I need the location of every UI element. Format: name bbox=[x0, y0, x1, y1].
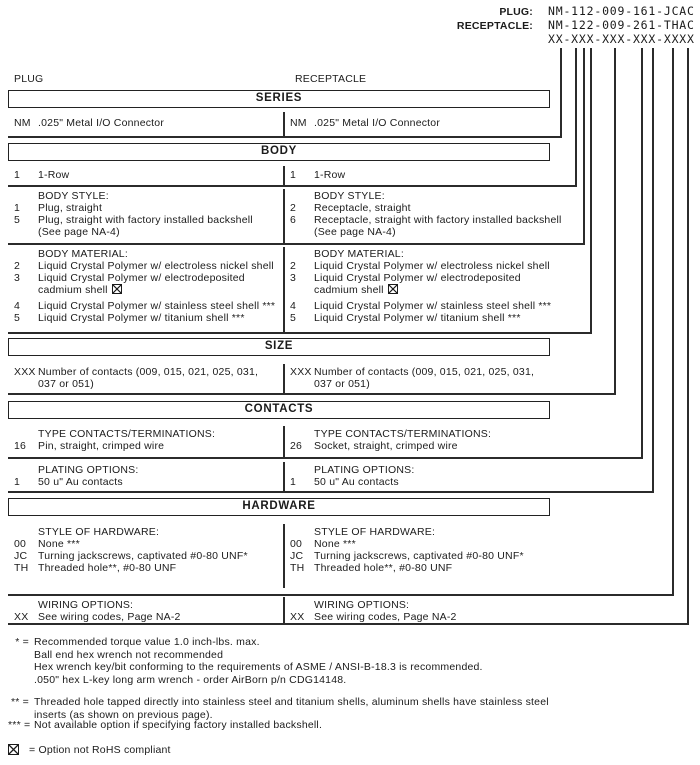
block-header: TYPE CONTACTS/TERMINATIONS: bbox=[314, 428, 492, 440]
body-style-left bbox=[14, 190, 282, 238]
block-header: PLATING OPTIONS: bbox=[314, 464, 415, 476]
hardware-style-left bbox=[14, 526, 282, 574]
section-title-series: SERIES bbox=[8, 90, 550, 108]
option-row: 1 1-Row bbox=[290, 169, 346, 181]
rule-body-style-bottom bbox=[8, 243, 585, 245]
option-row: 4 Liquid Crystal Polymer w/ stainless steel shell *** bbox=[14, 300, 276, 312]
body-row-left bbox=[14, 169, 282, 181]
rule-hardware-bottom bbox=[8, 623, 689, 625]
option-row: NM .025" Metal I/O Connector bbox=[14, 117, 165, 129]
rule-size-bottom bbox=[8, 393, 616, 395]
body-material-left bbox=[14, 248, 282, 324]
wiring-right bbox=[290, 599, 558, 623]
column-divider bbox=[283, 597, 285, 623]
option-row: 4 Liquid Crystal Polymer w/ stainless steel shell *** bbox=[290, 300, 552, 312]
body-material-right bbox=[290, 248, 558, 324]
part-number-mask: XX-XXX-XXX-XXX-XXXX bbox=[548, 32, 695, 46]
connector-line-contact-type bbox=[641, 48, 643, 457]
rule-hardware-style-bottom bbox=[8, 594, 674, 596]
option-row: 26 Socket, straight, crimped wire bbox=[290, 440, 458, 452]
connector-line-body-style bbox=[583, 48, 585, 243]
column-divider bbox=[283, 166, 285, 185]
option-row: XXX Number of contacts (009, 015, 021, 025, 031, 037 or 051) bbox=[290, 366, 535, 390]
option-row: 6 Receptacle, straight with factory installed backshell (See page NA-4) bbox=[290, 214, 562, 238]
option-row: 2 Liquid Crystal Polymer w/ electroless nickel shell bbox=[290, 260, 550, 272]
wiring-left bbox=[14, 599, 282, 623]
section-title-hardware: HARDWARE bbox=[8, 498, 550, 516]
option-row: JC Turning jackscrews, captivated #0-80 UNF* bbox=[290, 550, 524, 562]
block-header: TYPE CONTACTS/TERMINATIONS: bbox=[38, 428, 216, 440]
block-header: BODY MATERIAL: bbox=[314, 248, 404, 260]
section-title-size: SIZE bbox=[8, 338, 550, 356]
not-rohs-icon bbox=[388, 284, 398, 294]
body-style-right bbox=[290, 190, 562, 238]
section-title-body: BODY bbox=[8, 143, 550, 161]
plating-right bbox=[290, 464, 558, 488]
column-divider bbox=[283, 524, 285, 588]
footnote-rohs: = Option not RoHS compliant bbox=[8, 744, 171, 757]
block-header: WIRING OPTIONS: bbox=[38, 599, 134, 611]
column-divider bbox=[283, 112, 285, 136]
footnote-triple-asterisk: *** = Not available option if specifying factory installed backshell. bbox=[8, 719, 323, 731]
contact-type-right bbox=[290, 428, 558, 452]
plug-part-number-label: PLUG: bbox=[499, 6, 533, 18]
option-row: NM .025" Metal I/O Connector bbox=[290, 117, 441, 129]
receptacle-part-number-value: NM-122-009-261-THAC bbox=[548, 18, 695, 32]
footnote-single-asterisk: * = Recommended torque value 1.0 inch-lbs. max. Ball end hex wrench not recommended Hex wrench key/bit conforming to the requirements of ASME / ANSI-B-18.3 is recommended. .050" hex L-key long arm wrench - order AirBorn p/n CDG14148. bbox=[15, 636, 483, 686]
contact-type-left bbox=[14, 428, 282, 452]
option-row: 2 Receptacle, straight bbox=[290, 202, 411, 214]
column-header-receptacle: RECEPTACLE bbox=[295, 73, 367, 85]
block-header: STYLE OF HARDWARE: bbox=[38, 526, 160, 538]
rule-series-bottom bbox=[8, 136, 562, 138]
series-left bbox=[14, 117, 282, 129]
plug-part-number-value: NM-112-009-161-JCAC bbox=[548, 4, 695, 18]
column-header-plug: PLUG bbox=[14, 73, 44, 85]
body-row-right bbox=[290, 169, 558, 181]
rule-body-bottom bbox=[8, 332, 592, 334]
column-divider bbox=[283, 426, 285, 457]
option-row: 3 Liquid Crystal Polymer w/ electrodeposited cadmium shell bbox=[290, 272, 521, 296]
column-divider bbox=[283, 364, 285, 393]
connector-line-body-row bbox=[575, 48, 577, 185]
hardware-style-right bbox=[290, 526, 558, 574]
column-divider bbox=[283, 247, 285, 332]
connector-line-series bbox=[560, 48, 562, 136]
option-row: 1 1-Row bbox=[14, 169, 70, 181]
plating-left bbox=[14, 464, 282, 488]
option-row: 3 Liquid Crystal Polymer w/ electrodeposited cadmium shell bbox=[14, 272, 245, 296]
connector-line-plating bbox=[652, 48, 654, 491]
block-header: STYLE OF HARDWARE: bbox=[314, 526, 436, 538]
section-title-contacts: CONTACTS bbox=[8, 401, 550, 419]
option-row: 2 Liquid Crystal Polymer w/ electroless nickel shell bbox=[14, 260, 274, 272]
footnote-double-asterisk: ** = Threaded hole tapped directly into stainless steel and titanium shells, aluminum shells have stainless steel inserts (as shown on previous page). bbox=[10, 696, 549, 721]
not-rohs-icon bbox=[8, 744, 19, 755]
receptacle-part-number-label: RECEPTACLE: bbox=[456, 20, 533, 32]
option-row: TH Threaded hole**, #0-80 UNF bbox=[290, 562, 453, 574]
option-row: 5 Plug, straight with factory installed backshell (See page NA-4) bbox=[14, 214, 253, 238]
option-row: 1 Plug, straight bbox=[14, 202, 103, 214]
option-row: XX See wiring codes, Page NA-2 bbox=[14, 611, 181, 623]
option-row: JC Turning jackscrews, captivated #0-80 UNF* bbox=[14, 550, 248, 562]
series-right bbox=[290, 117, 558, 129]
block-header: PLATING OPTIONS: bbox=[38, 464, 139, 476]
rule-contacts-bottom bbox=[8, 491, 654, 493]
block-header: BODY MATERIAL: bbox=[38, 248, 128, 260]
block-header: WIRING OPTIONS: bbox=[314, 599, 410, 611]
rule-body-row-bottom bbox=[8, 185, 577, 187]
option-row: 00 None *** bbox=[14, 538, 80, 550]
option-row: 5 Liquid Crystal Polymer w/ titanium shell *** bbox=[290, 312, 521, 324]
connector-line-hardware-style bbox=[672, 48, 674, 594]
option-row: 1 50 u" Au contacts bbox=[290, 476, 399, 488]
connector-line-body-material bbox=[590, 48, 592, 332]
option-row: 1 50 u" Au contacts bbox=[14, 476, 123, 488]
connector-line-wiring bbox=[687, 48, 689, 623]
option-row: 00 None *** bbox=[290, 538, 356, 550]
column-divider bbox=[283, 462, 285, 491]
option-row: 16 Pin, straight, crimped wire bbox=[14, 440, 165, 452]
not-rohs-icon bbox=[112, 284, 122, 294]
connector-line-size bbox=[614, 48, 616, 393]
block-header: BODY STYLE: bbox=[314, 190, 385, 202]
size-left bbox=[14, 366, 282, 390]
option-row: TH Threaded hole**, #0-80 UNF bbox=[14, 562, 177, 574]
option-row: XXX Number of contacts (009, 015, 021, 025, 031, 037 or 051) bbox=[14, 366, 259, 390]
option-row: 5 Liquid Crystal Polymer w/ titanium shell *** bbox=[14, 312, 245, 324]
option-row: XX See wiring codes, Page NA-2 bbox=[290, 611, 457, 623]
column-divider bbox=[283, 189, 285, 243]
rule-contact-type-bottom bbox=[8, 457, 643, 459]
size-right bbox=[290, 366, 558, 390]
block-header: BODY STYLE: bbox=[38, 190, 109, 202]
